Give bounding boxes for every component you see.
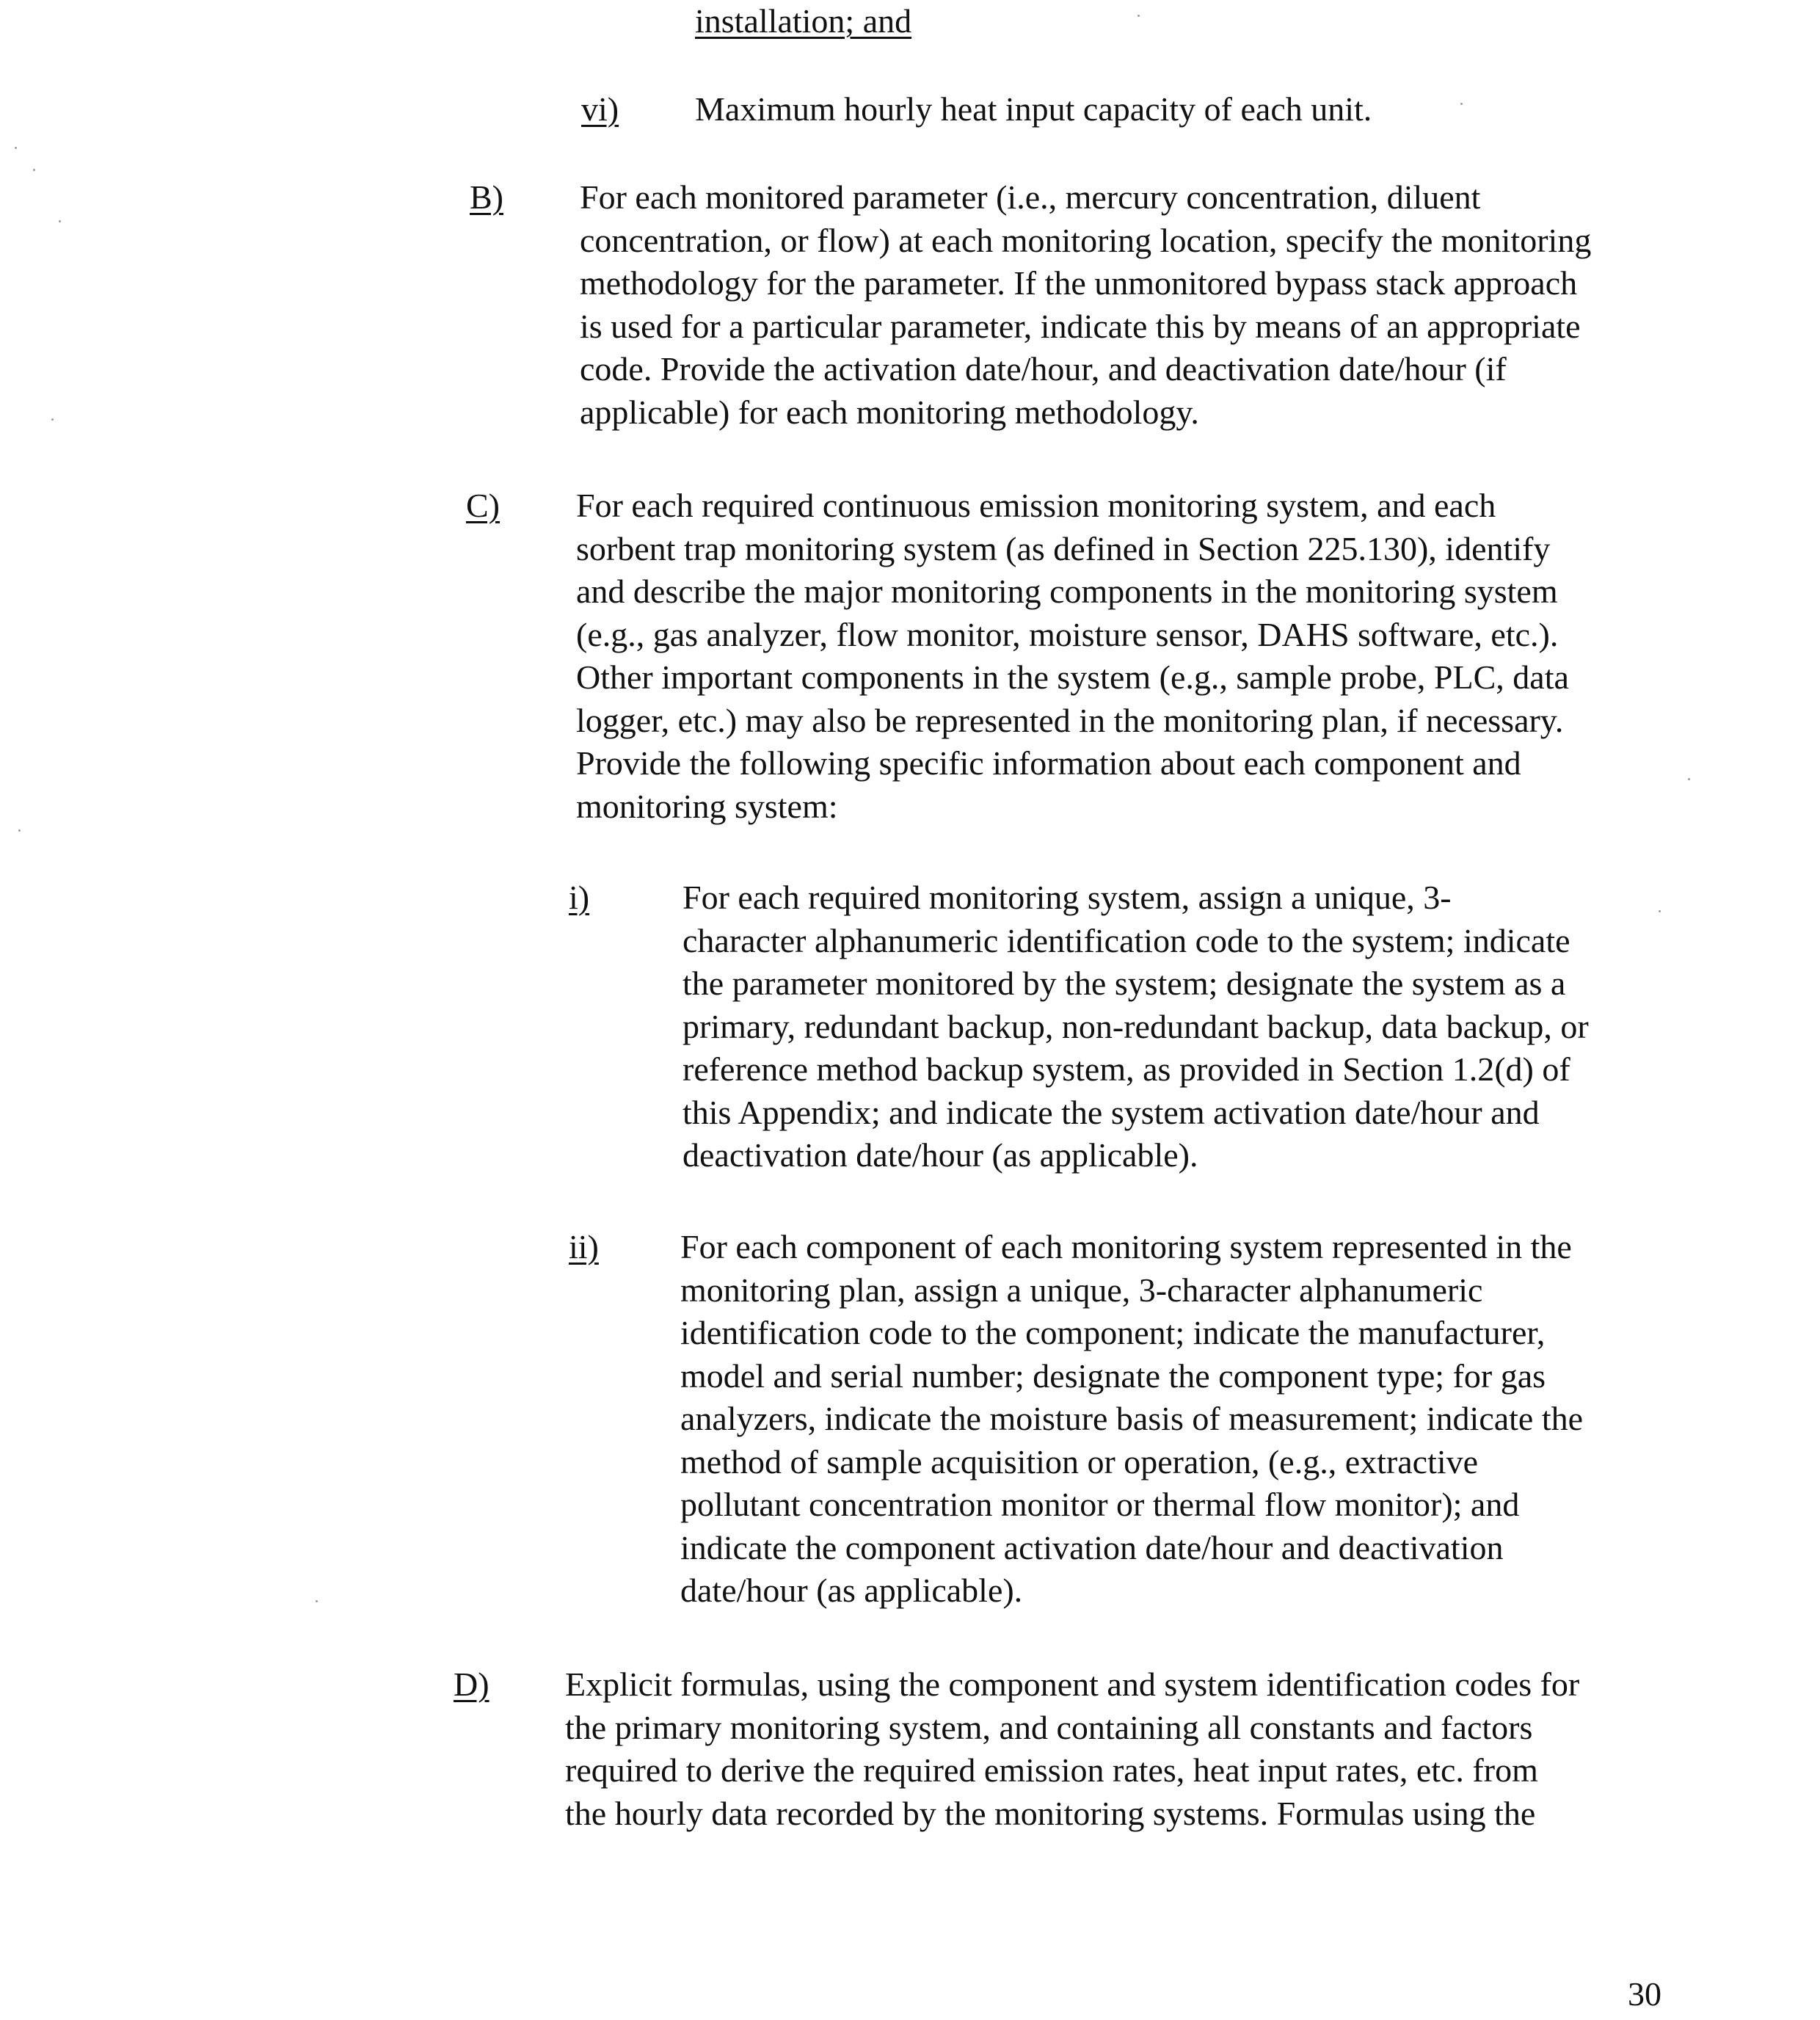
scan-speck: [1460, 103, 1463, 105]
text-line: the primary monitoring system, and containing all constants and factors: [565, 1708, 1533, 1746]
list-marker-c-ii: ii): [569, 1228, 599, 1265]
list-item-c-ii-text: [680, 1226, 1583, 1613]
text-line: Maximum hourly heat input capacity of each unit.: [695, 90, 1372, 128]
text-line: For each component of each monitoring system represented in the: [680, 1228, 1572, 1265]
list-marker-c-i: i): [569, 879, 590, 916]
text-line: deactivation date/hour (as applicable).: [682, 1136, 1198, 1174]
text-line: monitoring system:: [576, 787, 838, 825]
text-line: method of sample acquisition or operation, (e.g., extractive: [680, 1442, 1479, 1481]
list-marker-d: D): [454, 1665, 489, 1703]
scan-speck: [33, 169, 35, 171]
list-item-c-text: [576, 484, 1569, 828]
list-item-d-text: [565, 1663, 1579, 1835]
scan-speck: [1659, 910, 1661, 912]
text-line: date/hour (as applicable).: [680, 1572, 1023, 1609]
text-line: logger, etc.) may also be represented in the monitoring plan, if necessary.: [576, 701, 1564, 739]
text-line: Provide the following specific information about each component and: [576, 744, 1521, 782]
text-line: primary, redundant backup, non-redundant backup, data backup, or: [682, 1007, 1589, 1045]
text-line: is used for a particular parameter, indicate this by means of an appropriate: [580, 307, 1581, 345]
text-line: the parameter monitored by the system; designate the system as a: [682, 964, 1566, 1002]
page-number: 30: [1628, 1975, 1661, 2013]
text-line: sorbent trap monitoring system (as defined in Section 225.130), identify: [576, 529, 1551, 567]
scan-speck: [1138, 15, 1140, 17]
scan-speck: [59, 220, 61, 222]
text-line: pollutant concentration monitor or thermal flow monitor); and: [680, 1486, 1520, 1523]
text-line: required to derive the required emission rates, heat input rates, etc. from: [565, 1751, 1538, 1789]
text-line: (e.g., gas analyzer, flow monitor, moisture sensor, DAHS software, etc.).: [576, 615, 1559, 653]
text-line: indicate the component activation date/hour and deactivation: [680, 1528, 1504, 1566]
text-line: and describe the major monitoring components in the monitoring system: [576, 573, 1558, 610]
scan-speck: [316, 1600, 318, 1602]
text-line: identification code to the component; indicate the manufacturer,: [680, 1314, 1546, 1351]
text-line: applicable) for each monitoring methodology.: [580, 393, 1199, 431]
text-line: monitoring plan, assign a unique, 3-character alphanumeric: [680, 1271, 1483, 1309]
list-marker-b: B): [470, 178, 503, 216]
text-line: model and serial number; designate the component type; for gas: [680, 1356, 1546, 1395]
text-line: Other important components in the system (e.g., sample probe, PLC, data: [576, 658, 1569, 696]
text-line: character alphanumeric identification code to the system; indicate: [682, 921, 1570, 959]
text-line: reference method backup system, as provided in Section 1.2(d) of: [682, 1050, 1570, 1088]
text-line: concentration, or flow) at each monitoring location, specify the monitoring: [580, 221, 1592, 259]
text-line: For each required monitoring system, assign a unique, 3-: [682, 879, 1452, 916]
text-line: the hourly data recorded by the monitoring systems. Formulas using the: [565, 1794, 1536, 1832]
list-marker-vi: vi): [581, 90, 619, 128]
scan-speck: [51, 418, 54, 421]
text-line: analyzers, indicate the moisture basis of measurement; indicate the: [680, 1400, 1584, 1437]
text-line: this Appendix; and indicate the system activation date/hour and: [682, 1093, 1540, 1131]
scan-speck: [15, 147, 17, 149]
scan-speck: [18, 829, 21, 832]
text-line: For each monitored parameter (i.e., mercury concentration, diluent: [580, 178, 1481, 216]
continuation-fragment: installation; and: [695, 2, 912, 40]
text-line: For each required continuous emission monitoring system, and each: [576, 487, 1496, 524]
scan-speck: [1688, 778, 1690, 780]
text-line: methodology for the parameter. If the unmonitored bypass stack approach: [580, 264, 1578, 302]
list-marker-c: C): [466, 487, 500, 524]
text-line: Explicit formulas, using the component and system identification codes for: [565, 1665, 1580, 1703]
list-item-c-i-text: [682, 876, 1589, 1177]
text-line: code. Provide the activation date/hour, and deactivation date/hour (if: [580, 350, 1507, 388]
list-item-vi-text: [695, 88, 1372, 131]
list-item-b-text: [580, 176, 1591, 434]
